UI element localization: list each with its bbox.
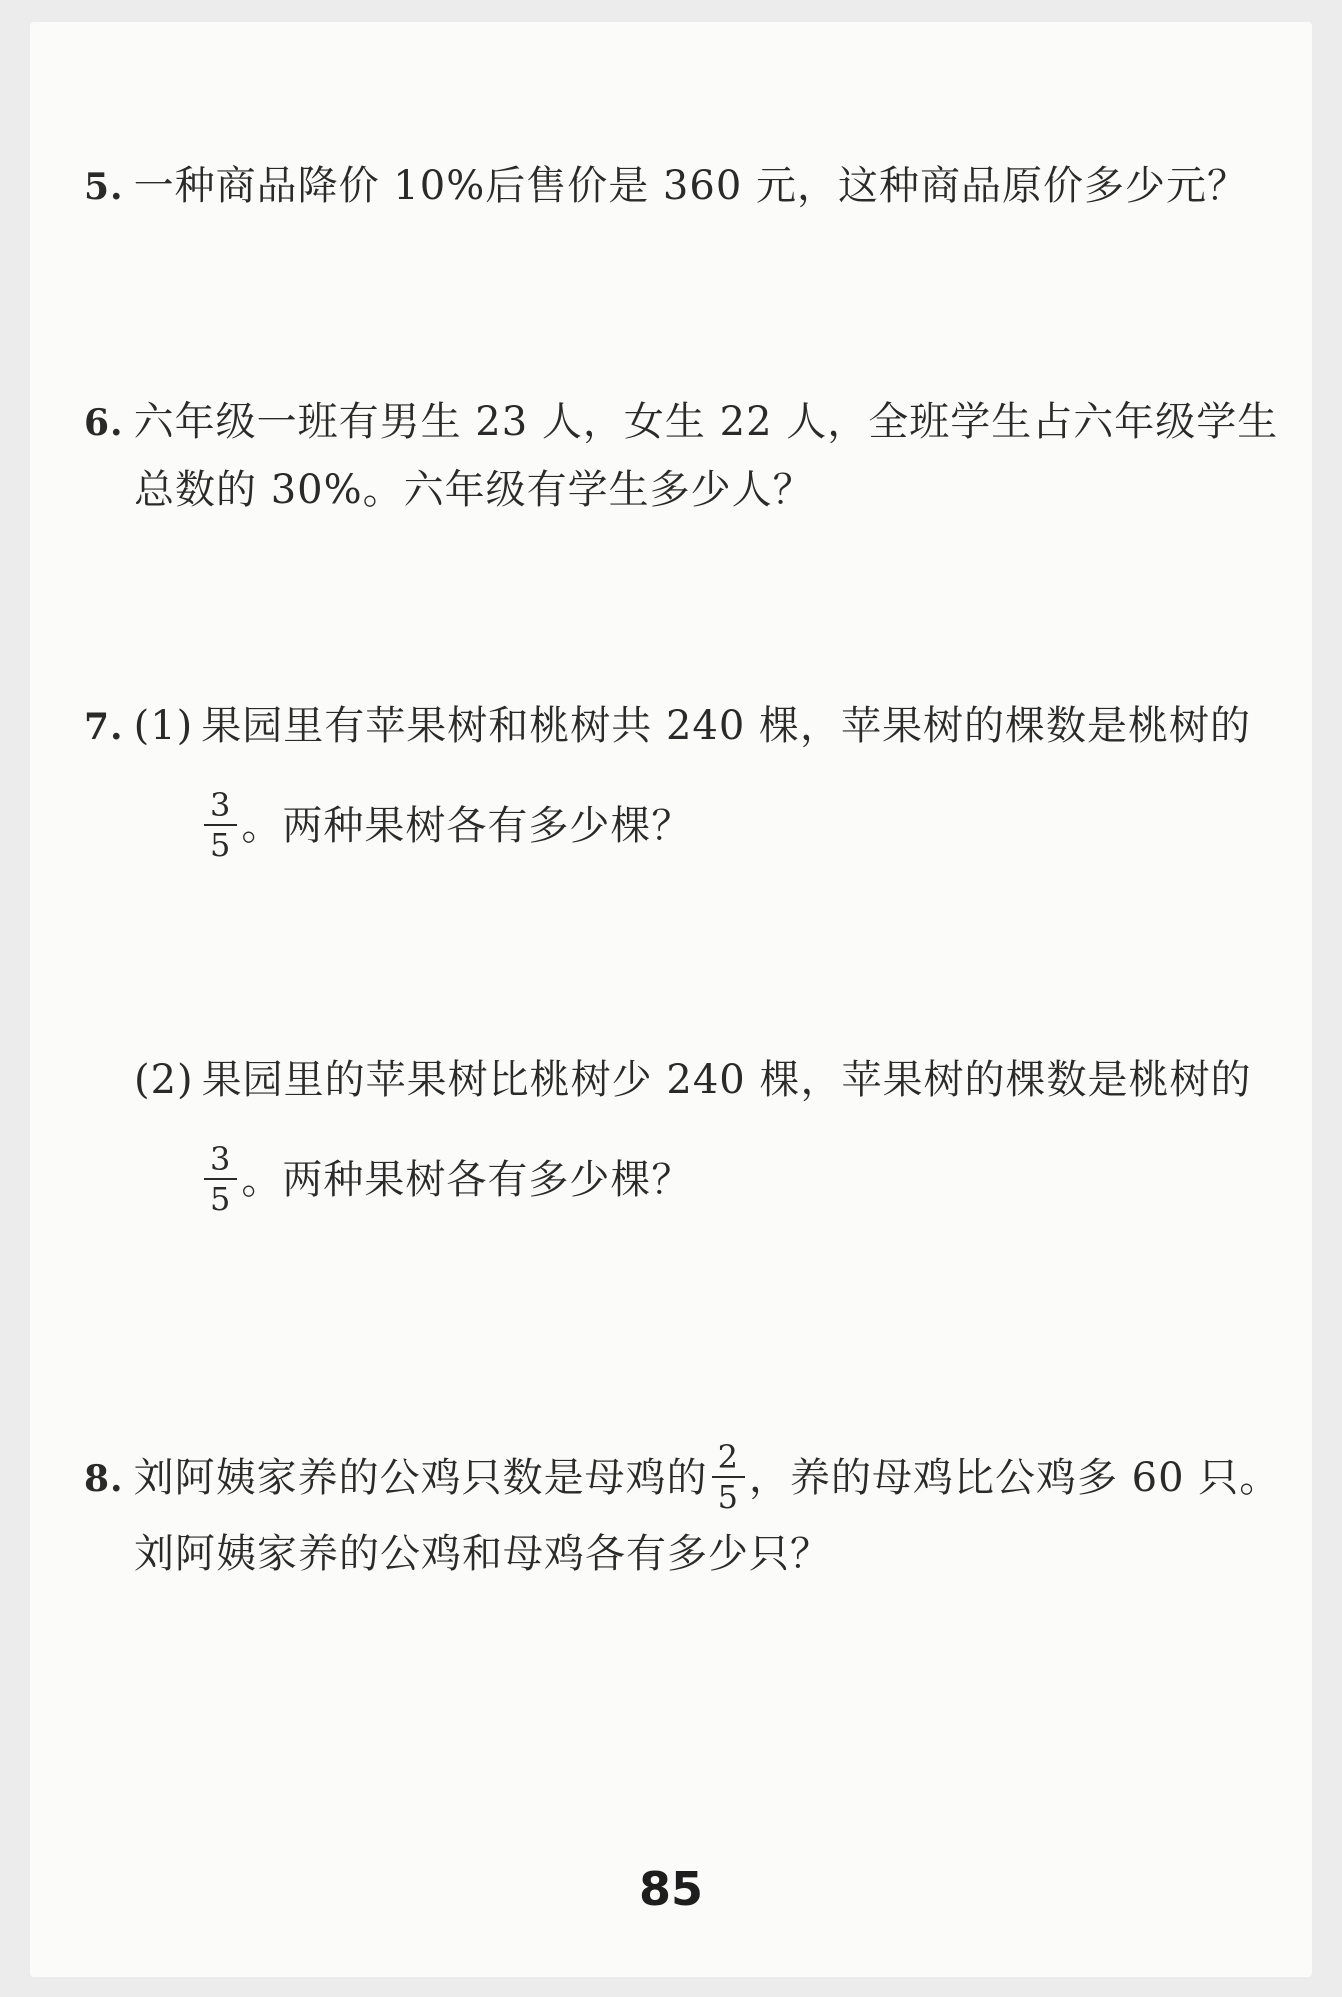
problem-6: [84, 396, 1278, 449]
fraction-denominator: 5: [204, 824, 237, 864]
problem-7-part-1: [84, 700, 1251, 753]
problem-text: 。两种果树各有多少棵？: [241, 803, 693, 849]
fraction: [204, 1140, 237, 1218]
problem-6-line-2: [134, 464, 814, 516]
fraction: [204, 786, 237, 864]
problem-text: 。两种果树各有多少棵？: [241, 1157, 693, 1203]
fraction-denominator: 5: [204, 1178, 237, 1218]
problem-8-line-2: [134, 1528, 831, 1580]
problem-number: 8.: [84, 1458, 124, 1500]
problem-7-part-2-line-2: [200, 1140, 693, 1222]
problem-number: 6.: [84, 402, 124, 444]
fraction: [712, 1438, 745, 1516]
problem-text: ，养的母鸡比公鸡多 60 只。: [748, 1455, 1281, 1501]
problem-text: 果园里有苹果树和桃树共 240 棵，苹果树的棵数是桃树的: [201, 703, 1252, 749]
worksheet-page: [30, 22, 1312, 1977]
page-number: 85: [638, 1862, 703, 1916]
fraction-denominator: 5: [712, 1476, 745, 1516]
fraction-numerator: 3: [210, 786, 232, 824]
problem-text: 一种商品降价 10%后售价是 360 元，这种商品原价多少元？: [133, 163, 1248, 209]
problem-number: 5.: [84, 166, 124, 208]
problem-7-part-2: [134, 1054, 1251, 1106]
problem-text: 六年级一班有男生 23 人，女生 22 人，全班学生占六年级学生: [133, 399, 1279, 445]
fraction-numerator: 2: [717, 1438, 739, 1476]
sub-question-label: (2): [134, 1057, 194, 1103]
fraction-numerator: 3: [210, 1140, 232, 1178]
problem-text: 刘阿姨家养的公鸡和母鸡各有多少只？: [134, 1531, 831, 1577]
problem-5: [84, 160, 1248, 213]
problem-text: 果园里的苹果树比桃树少 240 棵，苹果树的棵数是桃树的: [201, 1057, 1252, 1103]
problem-number: 7.: [84, 706, 124, 748]
sub-question-label: (1): [133, 703, 194, 749]
problem-text: 总数的 30%。六年级有学生多少人？: [134, 467, 814, 513]
problem-7-part-1-line-2: [200, 786, 693, 868]
problem-8: [84, 1438, 1281, 1520]
problem-text: 刘阿姨家养的公鸡只数是母鸡的: [133, 1455, 708, 1501]
